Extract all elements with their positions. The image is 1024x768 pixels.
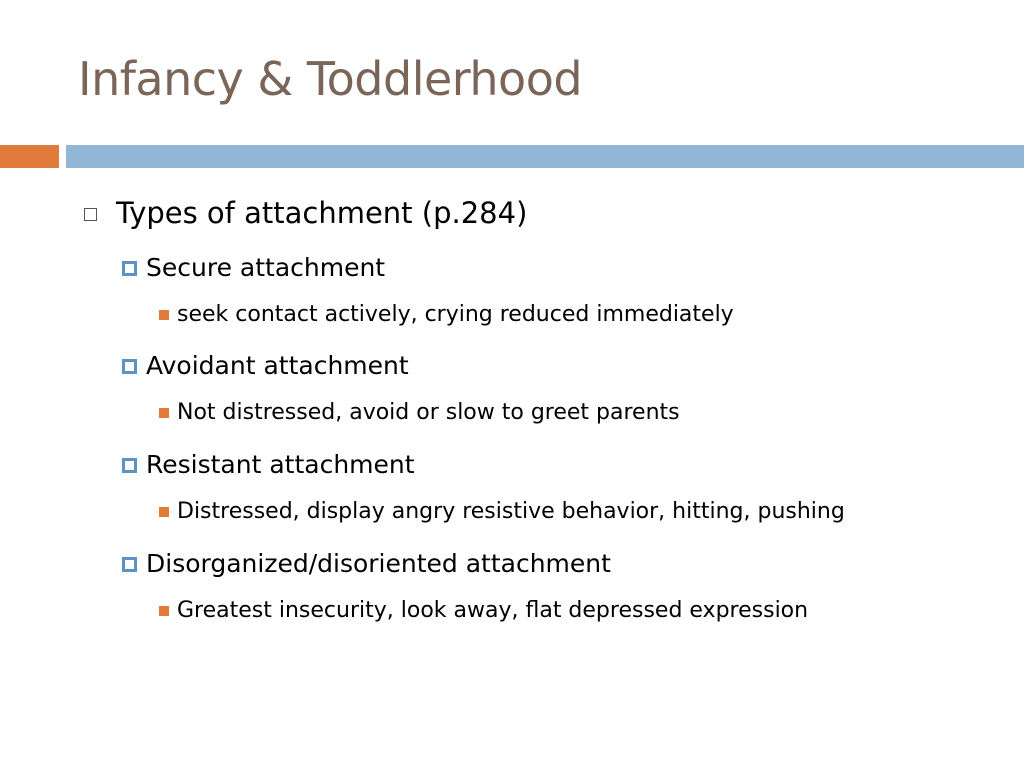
bullet-level-3 bbox=[159, 302, 734, 327]
bullet-level-3 bbox=[159, 400, 680, 425]
hollow-square-bullet-icon bbox=[84, 208, 97, 221]
bullet-level-2 bbox=[122, 549, 611, 578]
bullet-text: Not distressed, avoid or slow to greet parents bbox=[177, 400, 680, 425]
filled-square-bullet-icon bbox=[159, 310, 169, 320]
filled-square-bullet-icon bbox=[159, 408, 169, 418]
bullet-text: Resistant attachment bbox=[146, 450, 415, 479]
bullet-text: seek contact actively, crying reduced immediately bbox=[177, 302, 734, 327]
slide-title: Infancy & Toddlerhood bbox=[78, 52, 583, 106]
bullet-text: Secure attachment bbox=[146, 253, 386, 282]
filled-square-bullet-icon bbox=[159, 606, 169, 616]
bullet-text: Types of attachment (p.284) bbox=[116, 196, 528, 230]
square-bullet-icon bbox=[122, 261, 137, 276]
bullet-level-3 bbox=[159, 499, 845, 524]
bullet-text: Avoidant attachment bbox=[146, 351, 409, 380]
bullet-level-2 bbox=[122, 351, 409, 380]
filled-square-bullet-icon bbox=[159, 507, 169, 517]
bullet-level-2 bbox=[122, 450, 415, 479]
bullet-text: Disorganized/disoriented attachment bbox=[146, 549, 611, 578]
bullet-level-2 bbox=[122, 253, 385, 282]
square-bullet-icon bbox=[122, 458, 137, 473]
bullet-level-3 bbox=[159, 598, 808, 623]
square-bullet-icon bbox=[122, 359, 137, 374]
bullet-text: Distressed, display angry resistive behavior, hitting, pushing bbox=[177, 499, 845, 524]
bullet-text: Greatest insecurity, look away, flat depressed expression bbox=[177, 598, 809, 623]
accent-bar-orange bbox=[0, 145, 59, 168]
accent-bar-blue bbox=[66, 145, 1024, 168]
bullet-level-1 bbox=[84, 196, 527, 230]
square-bullet-icon bbox=[122, 557, 137, 572]
